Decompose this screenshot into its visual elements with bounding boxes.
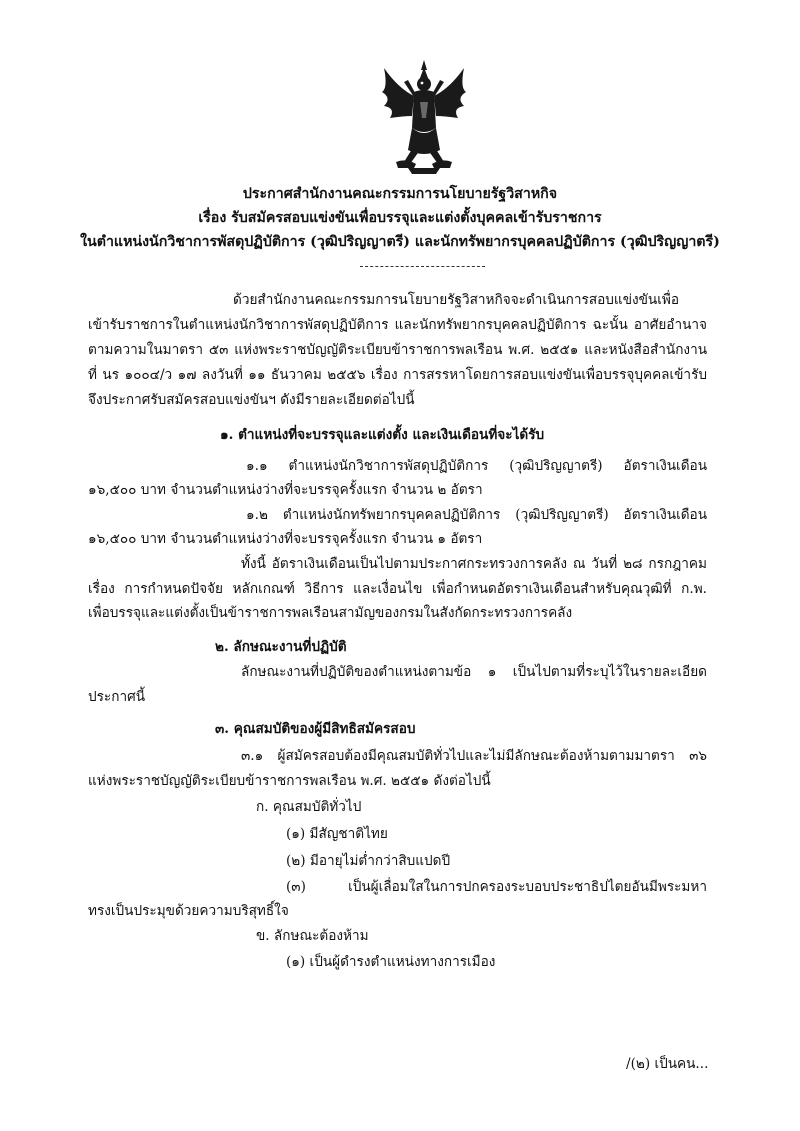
section-1-note-end: เพื่อบรรจุและแต่งตั้งเป็นข้าราชการพลเรือนสามัญของกรมในสังกัดกระทรวงการคลัง (88, 605, 573, 621)
section-1-item-2-cont: ๑๖,๕๐๐ บาท จำนวนตำแหน่งว่างที่จะบรรจุครั้งแรก จำนวน ๑ อัตรา (88, 531, 483, 547)
header-line-2: เรื่อง รับสมัครสอบแข่งขันเพื่อบรรจุและแต่งตั้งบุคคลเข้ารับราชการ (198, 210, 602, 226)
section-1-item-1: ๑.๑ ตำแหน่งนักวิชาการพัสดุปฏิบัติการ (วุฒิปริญญาตรี) อัตราเงินเดือน (246, 458, 707, 474)
intro-line-3: ตามความในมาตรา ๕๓ แห่งพระราชบัญญัติระเบียบข้าราชการพลเรือน พ.ศ. ๒๕๕๑ และหนังสือสำนักงาน (88, 342, 707, 358)
section-3-ka-3-cont: ทรงเป็นประมุขด้วยความบริสุทธิ์ใจ (88, 903, 289, 919)
intro-line-4: ที่ นร ๑๐๐๔/ว ๑๗ ลงวันที่ ๑๑ ธันวาคม ๒๕๕๖ เรื่อง การสรรหาโดยการสอบแข่งขันเพื่อบรรจุบุคคลเข้ารับ (88, 367, 707, 383)
section-3-p1-cont: แห่งพระราชบัญญัติระเบียบข้าราชการพลเรือน พ.ศ. ๒๕๕๑ ดังต่อไปนี้ (88, 773, 491, 789)
section-1-heading: ๑. ตำแหน่งที่จะบรรจุและแต่งตั้ง และเงินเดือนที่จะได้รับ (220, 427, 545, 443)
section-3-p1: ๓.๑ ผู้สมัครสอบต้องมีคุณสมบัติทั่วไปและไม่มีลักษณะต้องห้ามตามมาตรา ๓๖ (241, 748, 707, 764)
section-3-sub-kho: ข. ลักษณะต้องห้าม (256, 928, 369, 944)
header-line-1: ประกาศสำนักงานคณะกรรมการนโยบายรัฐวิสาหกิจ (242, 186, 558, 202)
section-3-kho-1: (๑) เป็นผู้ดำรงตำแหน่งทางการเมือง (286, 954, 496, 970)
section-1-note-cont: เรื่อง การกำหนดปัจจัย หลักเกณฑ์ วิธีการ และเงื่อนไข เพื่อกำหนดอัตราเงินเดือนสำหรับคุณวุฒิที่ ก.พ. (88, 581, 707, 597)
header-line-3: ในตำแหน่งนักวิชาการพัสดุปฏิบัติการ (วุฒิปริญญาตรี) และนักทรัพยากรบุคคลปฏิบัติการ (วุฒิปริญญาตรี) (80, 234, 720, 250)
section-1-item-2: ๑.๒ ตำแหน่งนักทรัพยากรบุคคลปฏิบัติการ (วุฒิปริญญาตรี) อัตราเงินเดือน (246, 507, 707, 523)
section-1-note: ทั้งนี้ อัตราเงินเดือนเป็นไปตามประกาศกระทรวงการคลัง ณ วันที่ ๒๘ กรกฎาคม (241, 556, 707, 572)
section-3-ka-1: (๑) มีสัญชาติไทย (286, 826, 388, 842)
section-3-ka-3: (๓) เป็นผู้เลื่อมใสในการปกครองระบอบประชาธิปไตยอันมีพระมหา (286, 879, 707, 895)
section-1-item-1-cont: ๑๖,๕๐๐ บาท จำนวนตำแหน่งว่างที่จะบรรจุครั้งแรก จำนวน ๒ อัตรา (88, 482, 483, 498)
intro-line-5: จึงประกาศรับสมัครสอบแข่งขันฯ ดังมีรายละเอียดต่อไปนี้ (88, 392, 415, 408)
section-3-heading: ๓. คุณสมบัติของผู้มีสิทธิสมัครสอบ (215, 721, 416, 737)
section-3-sub-ka: ก. คุณสมบัติทั่วไป (256, 799, 362, 815)
section-2-heading: ๒. ลักษณะงานที่ปฏิบัติ (215, 639, 347, 655)
intro-line-2: เข้ารับราชการในตำแหน่งนักวิชาการพัสดุปฏิบัติการ และนักทรัพยากรบุคคลปฏิบัติการ ฉะนั้น อาศัยอำนาจ (88, 317, 707, 333)
page-continuation: /(๒) เป็นคน... (626, 1056, 709, 1072)
header-divider (360, 266, 485, 267)
section-2-body: ลักษณะงานที่ปฏิบัติของตำแหน่งตามข้อ ๑ เป็นไปตามที่ระบุไว้ในรายละเอียด (241, 664, 707, 680)
section-3-ka-2: (๒) มีอายุไม่ต่ำกว่าสิบแปดปี (286, 853, 451, 869)
section-2-body-cont: ประกาศนี้ (88, 689, 146, 705)
intro-line-1: ด้วยสำนักงานคณะกรรมการนโยบายรัฐวิสาหกิจจะดำเนินการสอบแข่งขันเพื่อ (233, 292, 679, 308)
garuda-emblem-icon (378, 58, 470, 176)
